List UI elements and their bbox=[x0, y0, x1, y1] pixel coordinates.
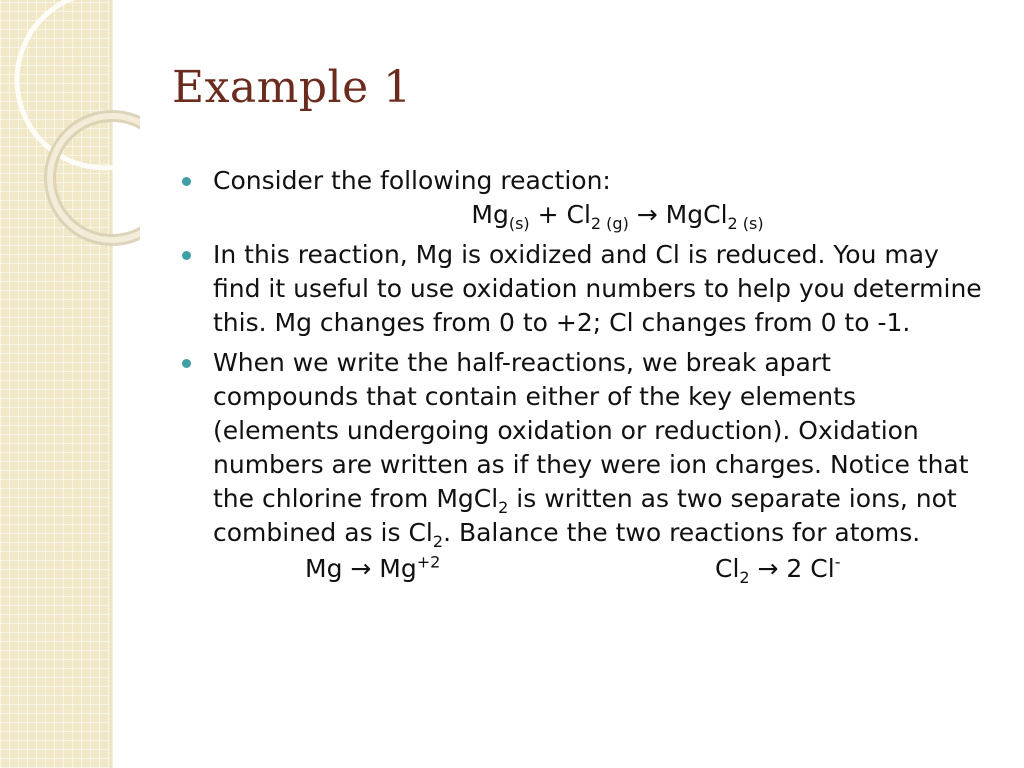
eq-mg-state: (s) bbox=[508, 214, 530, 233]
decorative-ring-small bbox=[50, 116, 140, 240]
half-left-main: Mg → Mg bbox=[305, 554, 417, 583]
bullet-3-sub-1: 2 bbox=[498, 498, 509, 517]
bullet-text-2: In this reaction, Mg is oxidized and Cl is reduced. You may find it useful to use oxidation numbers to help you determine this. Mg changes from 0 to +2; Cl changes from 0 to -1. bbox=[213, 240, 982, 337]
eq-cl-sub-num: 2 bbox=[590, 214, 602, 233]
bullet-item-3 bbox=[182, 346, 982, 592]
bullet-text-1: Consider the following reaction: bbox=[213, 166, 611, 195]
bullet-3-sub-2: 2 bbox=[432, 532, 444, 551]
bullet-dot bbox=[182, 359, 191, 368]
slide-title: Example 1 bbox=[172, 62, 412, 113]
reaction-equation bbox=[213, 198, 982, 232]
eq-plus-cl: + Cl bbox=[529, 200, 591, 229]
eq-cl-state: (g) bbox=[601, 214, 629, 233]
bullet-text-3 bbox=[213, 346, 982, 550]
eq-product-state: (s) bbox=[737, 214, 764, 233]
bullet-3-part-3: . Balance the two reactions for atoms. bbox=[443, 518, 921, 547]
half-right-sub: 2 bbox=[739, 568, 750, 587]
decorative-ring-large bbox=[17, 0, 140, 168]
decorative-rings bbox=[0, 0, 140, 260]
eq-product-sub bbox=[728, 214, 764, 233]
eq-cl-sub bbox=[591, 214, 629, 233]
bullet-3-part-2: is written as two separate ions, not combined as is Cl bbox=[213, 484, 957, 547]
bullet-3-part-1: When we write the half-reactions, we break apart compounds that contain either of the key elements (elements undergoing oxidation or reduction). Oxidation numbers are written as if they were ion charges. Notice that the chlorine from MgCl bbox=[213, 348, 969, 513]
eq-mg: Mg bbox=[471, 200, 509, 229]
half-right-rest: → 2 Cl bbox=[749, 554, 835, 583]
bullet-dot bbox=[182, 177, 191, 186]
half-reaction-oxidation bbox=[305, 552, 440, 586]
half-right-main: Cl bbox=[715, 554, 740, 583]
half-right-charge: - bbox=[834, 552, 841, 572]
eq-arrow-product: → MgCl bbox=[628, 200, 728, 229]
half-reaction-reduction bbox=[715, 552, 840, 586]
eq-product-sub-num: 2 bbox=[727, 214, 738, 233]
bullet-item-2 bbox=[182, 238, 982, 340]
bullet-item-1 bbox=[182, 164, 982, 232]
half-left-charge: +2 bbox=[416, 552, 441, 572]
slide-content bbox=[182, 164, 982, 598]
half-reactions bbox=[213, 552, 982, 592]
bullet-dot bbox=[182, 251, 191, 260]
